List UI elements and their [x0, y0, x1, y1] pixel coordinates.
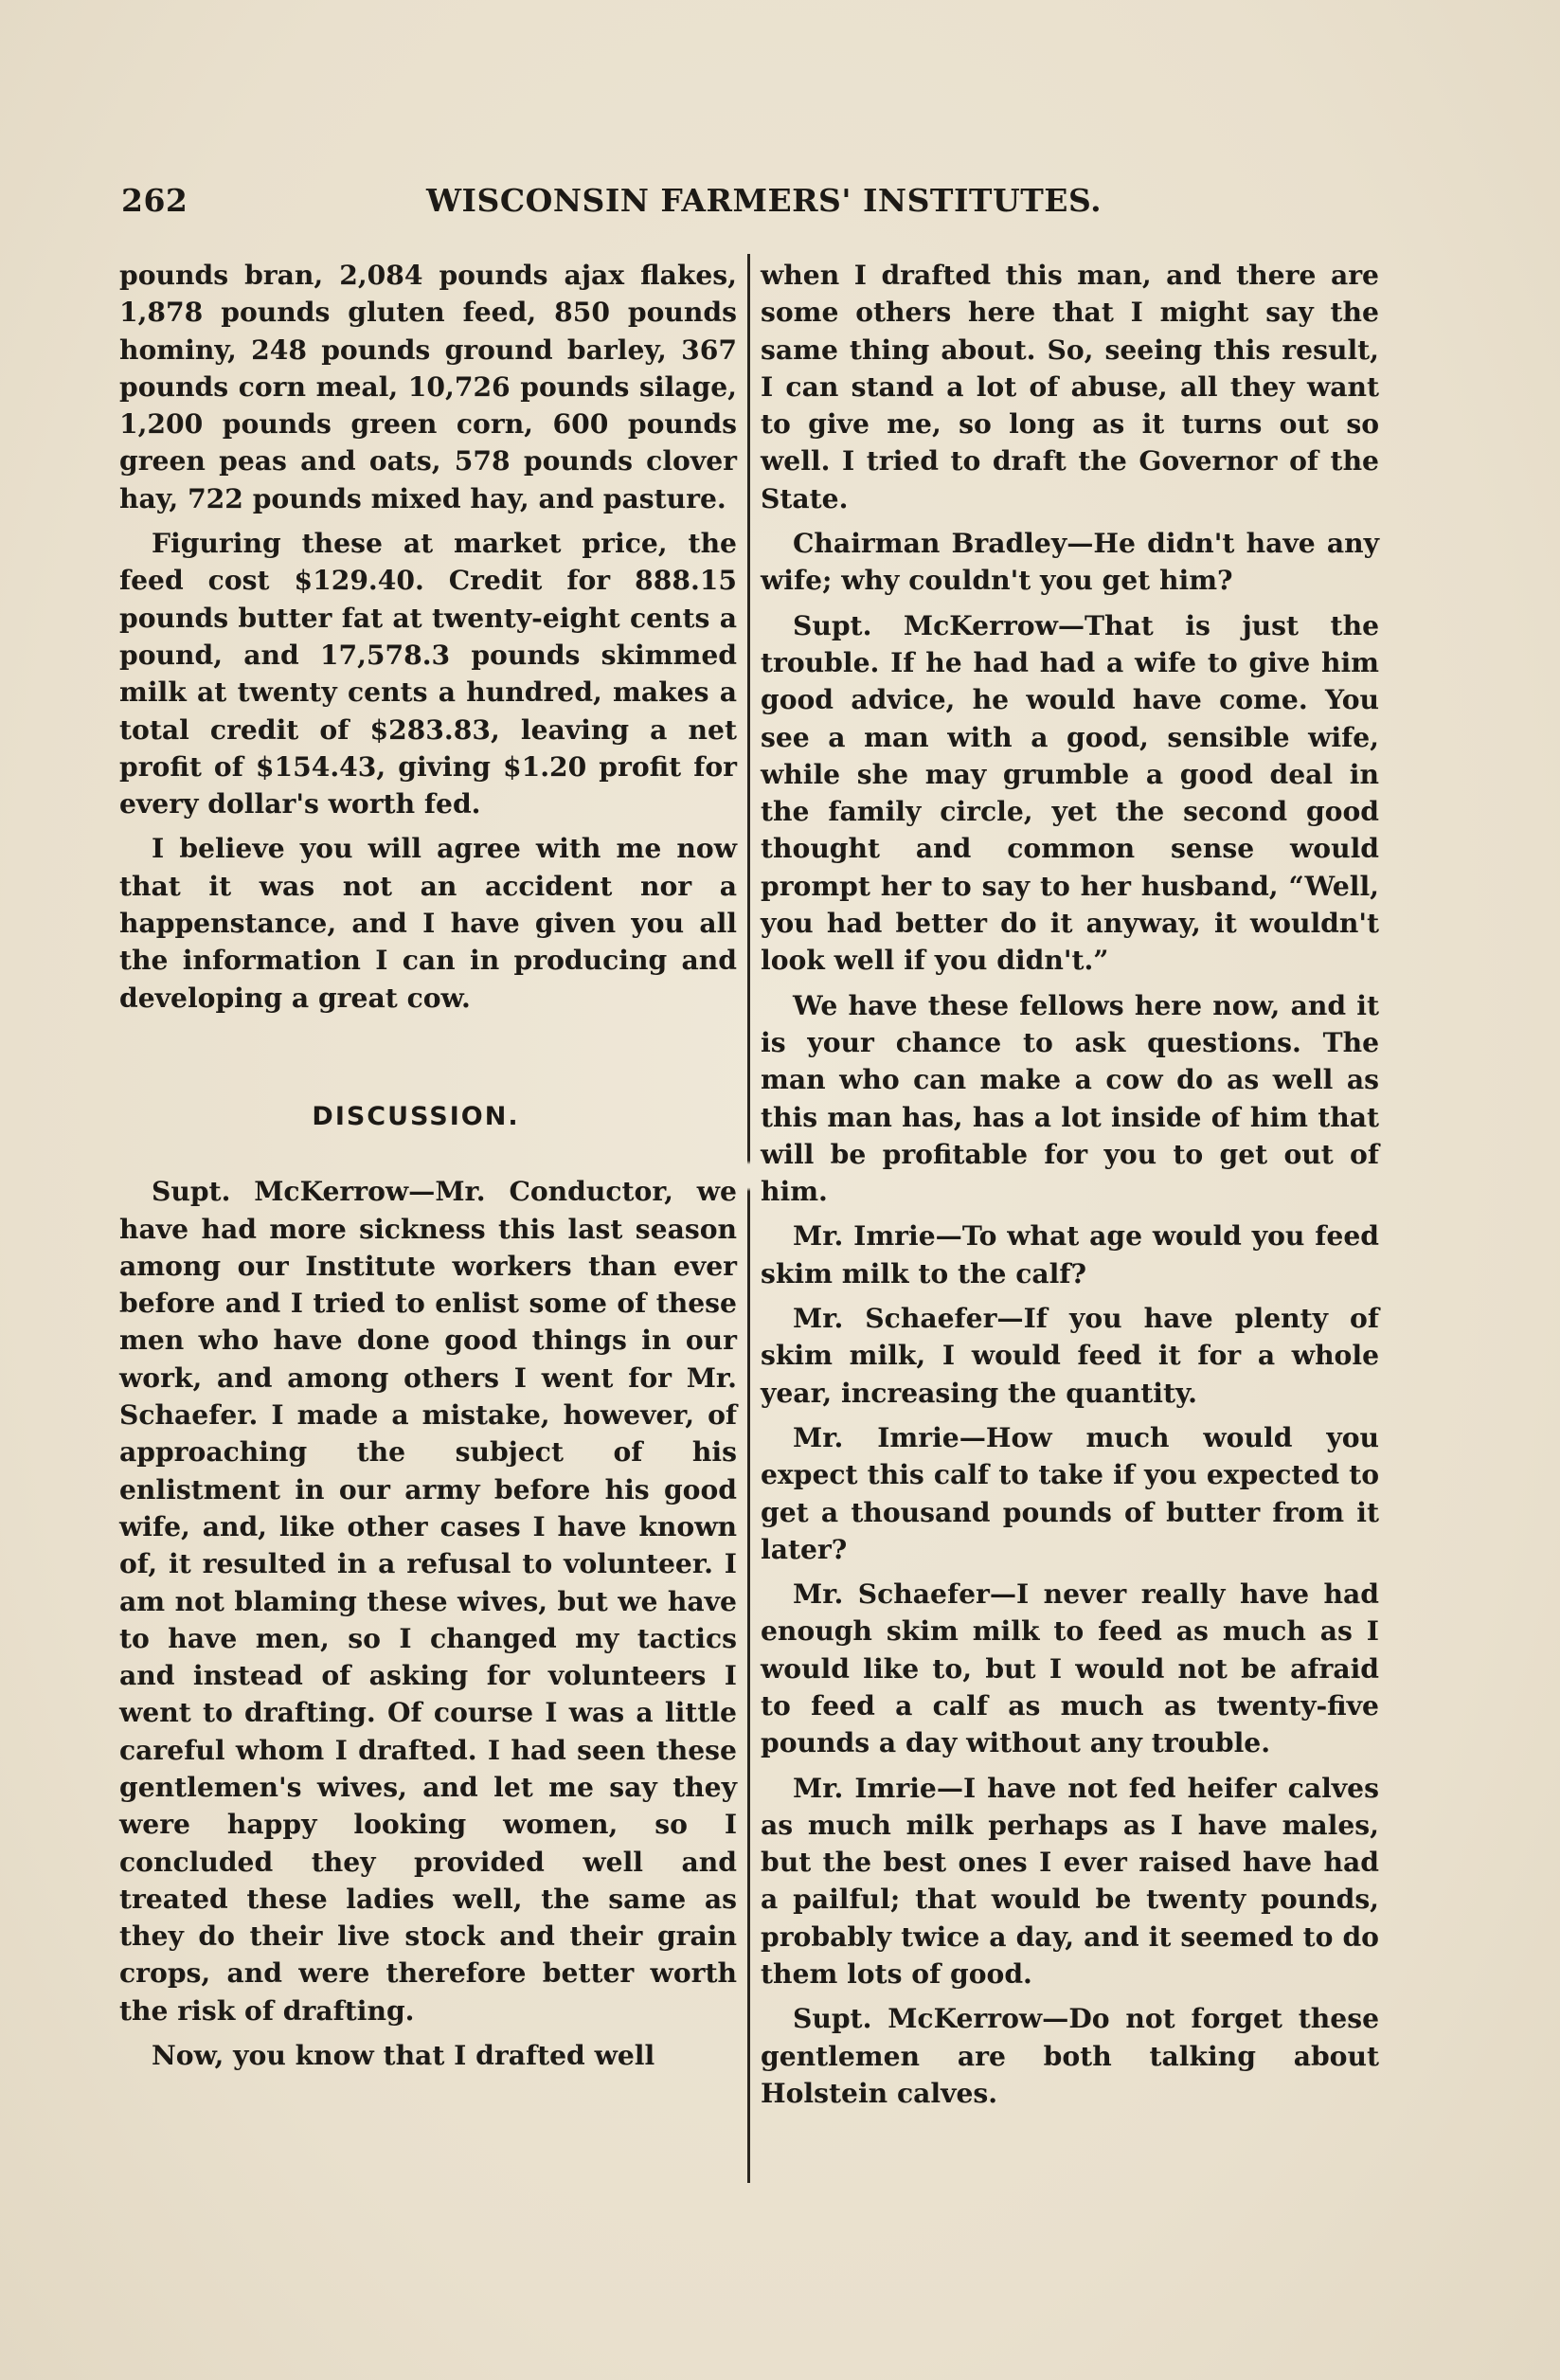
paragraph: We have these fellows here now, and it is your chance to ask questions. The man who can make a cow do as well as this man has, has a lot inside of him that will be profitable for you to get out of him. — [761, 989, 1379, 1208]
paragraph: Supt. McKerrow—That is just the trouble. If he had had a wife to give him good advice, he would have come. You see a man with a good, sensible wife, while she may grumble a good deal in the family circle, yet the second good thought and common sense would prompt her to say to her husband, “Well, you had better do it anyway, it wouldn't look well if you didn't.” — [761, 609, 1379, 977]
paragraph: Mr. Imrie—To what age would you feed skim milk to the calf? — [761, 1220, 1379, 1289]
page-header — [121, 182, 1103, 231]
paragraph: Supt. McKerrow—Mr. Conductor, we have had more sickness this last season among our Institute workers than ever before and I tried to enlist some of these men who have done good things in our work, and among others I went for Mr. Schaefer. I made a mistake, however, of approaching the subject of his enlistment in our army before his good wife, and, like other cases I have known of, it resulted in a refusal to volunteer. I am not blaming these wives, but we have to have men, so I changed my tactics and instead of asking for volunteers I went to drafting. Of course I was a little careful whom I drafted. I had seen these gentlemen's wives, and let me say they were happy looking women, so I concluded they provided well and treated these ladies well, the same as they do their live stock and their grain crops, and were therefore better worth the risk of drafting. — [119, 1176, 737, 2027]
page-number: 262 — [121, 182, 188, 219]
running-title: WISCONSIN FARMERS' INSTITUTES. — [426, 182, 1103, 219]
paragraph: Mr. Schaefer—I never really have had enough skim milk to feed as much as I would like to, but I would not be afraid to feed a calf as much as twenty-five pounds a day without any trouble. — [761, 1578, 1379, 1759]
paragraph: pounds bran, 2,084 pounds ajax flakes, 1,878 pounds gluten feed, 850 pounds hominy, 248 pounds ground barley, 367 pounds corn meal, 10,726 pounds silage, 1,200 pounds green corn, 600 pounds green peas and oats, 578 pounds clover hay, 722 pounds mixed hay, and pasture. — [119, 260, 737, 514]
right-column — [761, 257, 1379, 2112]
paragraph: Supt. McKerrow—Do not forget these gentlemen are both talking about Holstein calves. — [761, 2003, 1379, 2109]
paragraph: Chairman Bradley—He didn't have any wife; why couldn't you get him? — [761, 528, 1379, 597]
paragraph: Mr. Imrie—How much would you expect this calf to take if you expected to get a thousand pounds of butter from it later? — [761, 1421, 1379, 1565]
paragraph: Mr. Imrie—I have not fed heifer calves as much milk perhaps as I have males, but the best ones I ever raised have had a pailful; that would be twenty pounds, probably twice a day, and it seemed to do them lots of good. — [761, 1772, 1379, 1991]
paragraph: Figuring these at market price, the feed cost $129.40. Credit for 888.15 pounds butter fat at twenty-eight cents a pound, and 17,578.3 pounds skimmed milk at twenty cents a hundred, makes a total credit of $283.83, leaving a net profit of $154.43, giving $1.20 profit for every dollar's worth fed. — [119, 528, 737, 820]
paragraph: Now, you know that I drafted well — [152, 2040, 655, 2072]
paragraph: Mr. Schaefer—If you have plenty of skim milk, I would feed it for a whole year, increasing the quantity. — [761, 1303, 1379, 1409]
section-heading: DISCUSSION. — [312, 1101, 520, 1131]
column-divider — [747, 254, 750, 2183]
left-column — [119, 257, 737, 2074]
paragraph: when I drafted this man, and there are some others here that I might say the same thing about. So, seeing this result, I can stand a lot of abuse, all they want to give me, so long as it turns out so well. I tried to draft the Governor of the State. — [761, 260, 1379, 514]
paragraph: I believe you will agree with me now that it was not an accident nor a happenstance, and I have given you all the information I can in producing and developing a great cow. — [119, 833, 737, 1014]
